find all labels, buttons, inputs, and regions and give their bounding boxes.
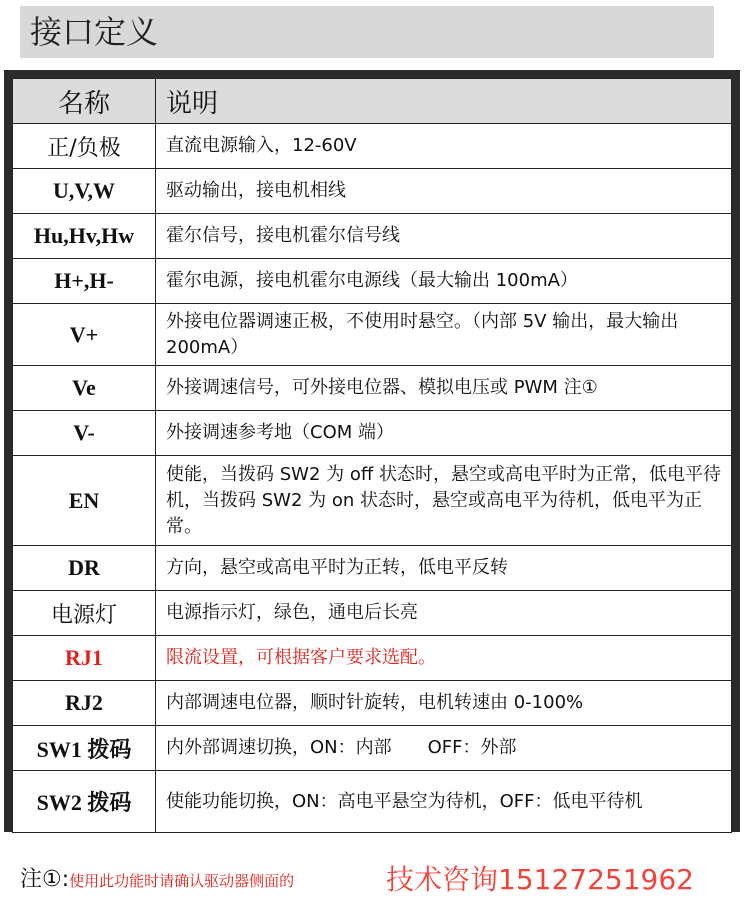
table-row — [13, 366, 732, 411]
table-row — [13, 411, 732, 456]
row-description: 方向，悬空或高电平时为正转，低电平反转 — [156, 546, 732, 591]
table-row — [13, 124, 732, 169]
table-row — [13, 636, 732, 681]
table-row — [13, 259, 732, 304]
row-description: 电源指示灯，绿色，通电后长亮 — [156, 591, 732, 636]
row-description: 驱动输出，接电机相线 — [156, 169, 732, 214]
column-header-description: 说明 — [156, 79, 732, 124]
row-description: 内外部调速切换，ON：内部 OFF：外部 — [156, 726, 732, 771]
row-name: RJ1 — [13, 636, 156, 681]
table-row — [13, 304, 732, 366]
row-description: 限流设置，可根据客户要求选配。 — [156, 636, 732, 681]
interface-definition-table — [12, 78, 732, 833]
row-name: 电源灯 — [13, 591, 156, 636]
footnote-label: 注①: — [20, 867, 70, 892]
table-row — [13, 591, 732, 636]
interface-table-frame — [4, 70, 740, 832]
table-row — [13, 681, 732, 726]
row-name: SW1 拨码 — [13, 726, 156, 771]
row-description: 外接调速信号，可外接电位器、模拟电压或 PWM 注① — [156, 366, 732, 411]
row-name: H+,H- — [13, 259, 156, 304]
row-name: V+ — [13, 304, 156, 366]
row-name: Hu,Hv,Hw — [13, 214, 156, 259]
table-row — [13, 771, 732, 833]
footnote-text: 使用此功能时请确认驱动器侧面的 — [69, 872, 295, 890]
column-header-name: 名称 — [13, 79, 156, 124]
row-description: 使能功能切换，ON：高电平悬空为待机，OFF：低电平待机 — [156, 771, 732, 833]
table-row — [13, 214, 732, 259]
row-description: 使能，当拨码 SW2 为 off 状态时，悬空或高电平时为正常，低电平待机，当拨码 SW2 为 on 状态时，悬空或高电平为待机，低电平为正常。 — [156, 456, 732, 546]
page-title: 接口定义 — [30, 13, 159, 51]
row-name: U,V,W — [13, 169, 156, 214]
row-name: RJ2 — [13, 681, 156, 726]
row-name: SW2 拨码 — [13, 771, 156, 833]
row-description: 霍尔信号，接电机霍尔信号线 — [156, 214, 732, 259]
row-name: DR — [13, 546, 156, 591]
table-row — [13, 169, 732, 214]
row-name: Ve — [13, 366, 156, 411]
table-row — [13, 456, 732, 546]
table-row — [13, 726, 732, 771]
row-description: 外接电位器调速正极，不使用时悬空。（内部 5V 输出，最大输出 200mA） — [156, 304, 732, 366]
table-row — [13, 546, 732, 591]
row-description: 直流电源输入，12-60V — [156, 124, 732, 169]
row-name: 正/负极 — [13, 124, 156, 169]
table-header-row — [13, 79, 732, 124]
row-description: 外接调速参考地（COM 端） — [156, 411, 732, 456]
row-description: 霍尔电源，接电机霍尔电源线（最大输出 100mA） — [156, 259, 732, 304]
header-band — [20, 6, 714, 58]
row-name: EN — [13, 456, 156, 546]
row-name: V- — [13, 411, 156, 456]
contact-watermark: 技术咨询15127251962 — [386, 863, 694, 896]
row-description: 内部调速电位器，顺时针旋转，电机转速由 0-100% — [156, 681, 732, 726]
